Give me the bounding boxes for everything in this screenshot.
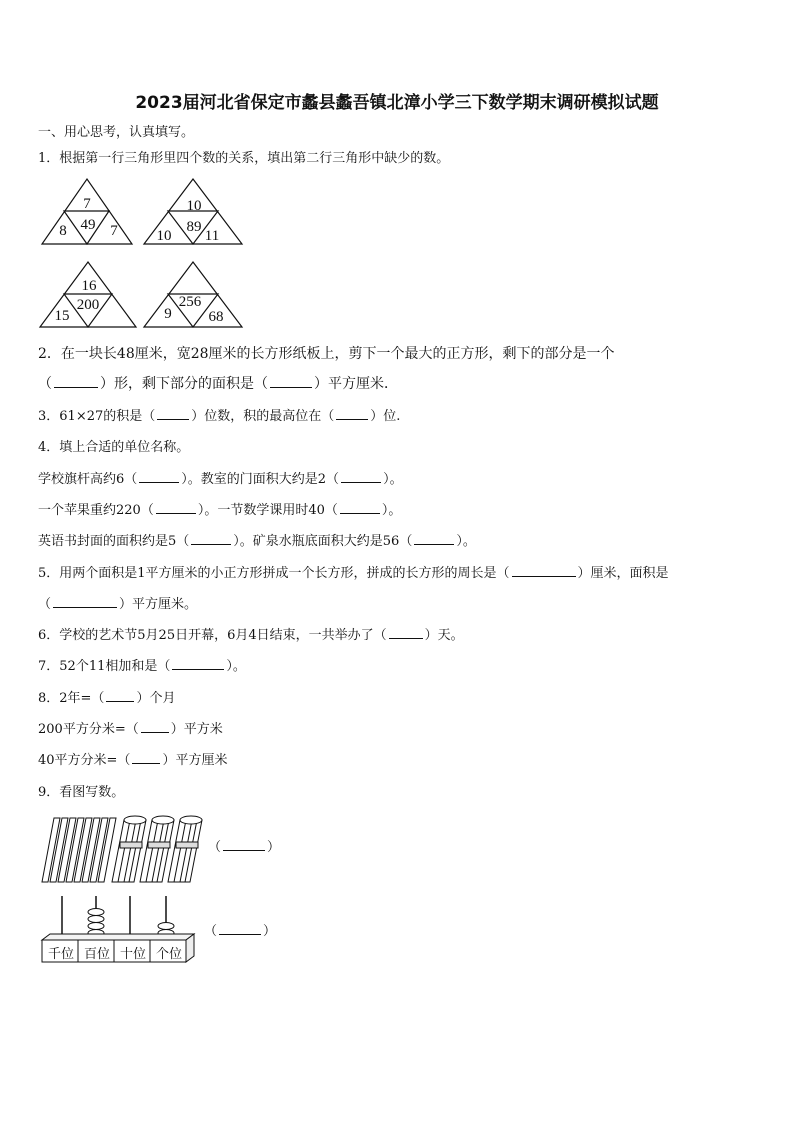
t1-right: 7	[110, 223, 118, 239]
answer-blank[interactable]	[389, 626, 423, 639]
t4-center: 256	[178, 294, 202, 310]
place-tens: 十位	[119, 947, 146, 962]
question-3: 3．61×27的积是（ ）位数，积的最高位在（ ）位.	[38, 409, 401, 424]
answer-blank[interactable]	[512, 564, 576, 577]
question-1: 1．根据第一行三角形里四个数的关系，填出第二行三角形中缺少的数。	[38, 151, 450, 166]
question-2-line2: （ ）形，剩下部分的面积是（ ）平方厘米．	[38, 376, 398, 392]
answer-blank[interactable]	[156, 501, 196, 514]
counting-sticks-figure	[38, 812, 218, 888]
answer-blank[interactable]	[219, 922, 261, 935]
place-hundreds: 百位	[83, 947, 110, 962]
answer-blank[interactable]	[223, 838, 265, 851]
answer-blank[interactable]	[336, 407, 368, 420]
answer-blank[interactable]	[270, 375, 312, 388]
t1-left: 8	[59, 223, 67, 239]
question-5-line2: （ ）平方厘米。	[38, 597, 198, 612]
stick-bundle	[112, 816, 146, 882]
answer-blank[interactable]	[132, 751, 160, 764]
question-4a: 学校旗杆高约6（ ）。教室的门面积大约是2（ ）。	[38, 472, 403, 487]
answer-blank[interactable]	[139, 470, 179, 483]
question-2-line1: 2．在一块长48厘米，宽28厘米的长方形纸板上，剪下一个最大的正方形，剩下的部分是一个	[38, 346, 615, 362]
answer-9a: （ ）	[208, 840, 281, 855]
page-title: 2023届河北省保定市蠡县蠡吾镇北漳小学三下数学期末调研模拟试题	[135, 93, 659, 113]
answer-blank[interactable]	[340, 501, 380, 514]
t3-center: 200	[76, 297, 100, 313]
answer-blank[interactable]	[106, 689, 134, 702]
question-8c: 40平方分米=（ ）平方厘米	[38, 753, 228, 768]
question-8b: 200平方分米=（ ）平方米	[38, 722, 223, 737]
t2-right: 11	[204, 228, 220, 244]
question-8: 8．2年=（ ）个月	[38, 691, 176, 706]
question-4c: 英语书封面的面积约是5（ ）。矿泉水瓶底面积大约是56（ ）。	[38, 534, 476, 549]
question-5-line1: 5．用两个面积是1平方厘米的小正方形拼成一个长方形，拼成的长方形的周长是（ ）厘米，面积是	[38, 566, 669, 581]
answer-blank[interactable]	[157, 407, 189, 420]
question-6: 6．学校的艺术节5月25日开幕，6月4日结束，一共举办了（ ）天。	[38, 628, 464, 643]
place-ones: 个位	[155, 947, 182, 962]
t3-top: 16	[81, 278, 97, 294]
t2-center: 89	[186, 219, 202, 235]
question-9: 9．看图写数。	[38, 785, 125, 800]
answer-blank[interactable]	[414, 532, 454, 545]
t1-center: 49	[80, 217, 96, 233]
answer-blank[interactable]	[54, 375, 98, 388]
t1-top: 7	[83, 196, 91, 212]
answer-blank[interactable]	[141, 720, 169, 733]
answer-9b: （ ）	[204, 924, 277, 939]
question-7: 7．52个11相加和是（ ）。	[38, 659, 246, 674]
place-thousands: 千位	[47, 947, 74, 962]
single-sticks	[42, 818, 116, 882]
answer-blank[interactable]	[172, 657, 224, 670]
abacus-beads	[88, 909, 174, 937]
t3-left: 15	[54, 308, 70, 324]
triangle-figures	[36, 176, 256, 332]
answer-blank[interactable]	[341, 470, 381, 483]
answer-blank[interactable]	[191, 532, 231, 545]
question-4b: 一个苹果重约220（ ）。一节数学课用时40（ ）。	[38, 503, 402, 518]
section-heading: 一、用心思考，认真填写。	[38, 125, 195, 140]
t2-left: 10	[156, 228, 172, 244]
t4-right: 68	[208, 309, 224, 325]
answer-blank[interactable]	[53, 595, 117, 608]
t2-top: 10	[186, 198, 202, 214]
t4-left: 9	[164, 306, 172, 322]
question-4: 4．填上合适的单位名称。	[38, 440, 190, 455]
